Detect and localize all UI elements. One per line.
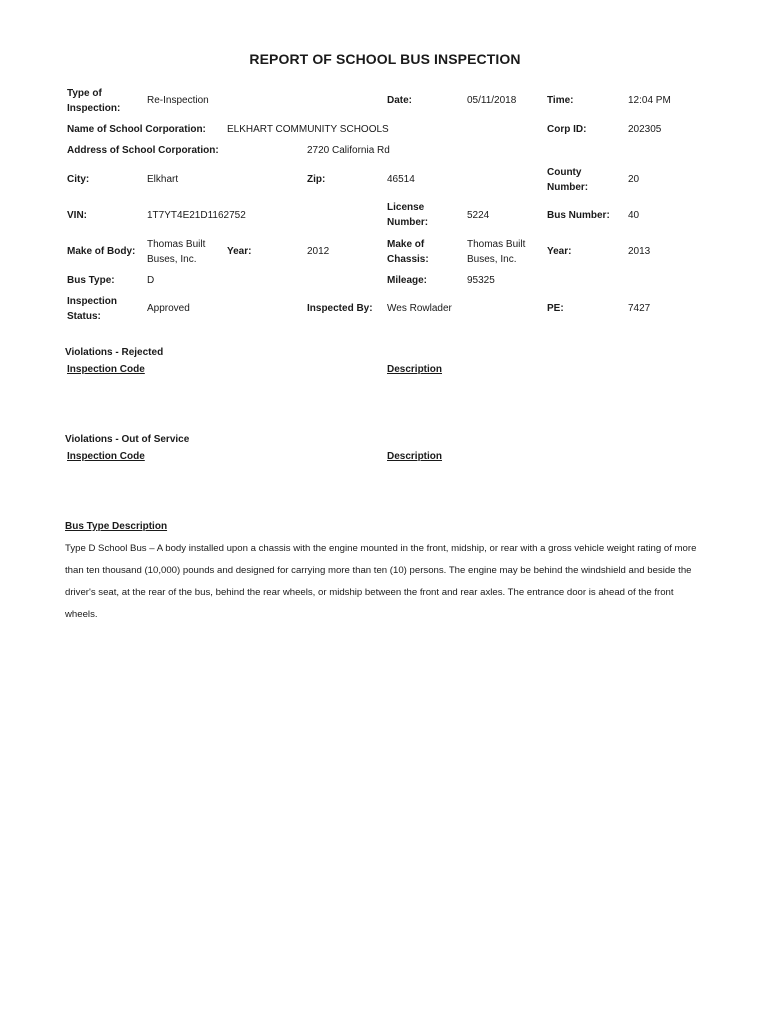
- pe-value: 7427: [628, 303, 651, 314]
- oos-description-header: Description: [387, 451, 443, 462]
- city-value: Elkhart: [147, 174, 179, 185]
- address-value: 2720 California Rd: [307, 145, 390, 156]
- report-title: REPORT OF SCHOOL BUS INSPECTION: [249, 51, 521, 67]
- vin-label: VIN:: [67, 210, 87, 221]
- bus-type-description-text: Type D School Bus – A body installed upon a chassis with the engine mounted in the front, midship, or rear with a gross vehicle weight rating of more than ten thousand (10,000) pounds and designed for carrying more than ten (10) persons. The engine may be behind the windshield and beside the driver's seat, at the rear of the bus, behind the rear wheels, or midship between the front and rear axles. The entrance door is ahead of the front wheels.: [65, 543, 697, 620]
- make-of-body-value: Thomas Built Buses, Inc.: [147, 239, 206, 265]
- address-label: Address of School Corporation:: [67, 145, 219, 156]
- bus-number-value: 40: [628, 210, 640, 221]
- county-number-value: 20: [628, 174, 640, 185]
- violations-rejected-heading: Violations - Rejected: [65, 347, 164, 358]
- corp-name-value: ELKHART COMMUNITY SCHOOLS: [227, 124, 389, 135]
- inspection-status-value: Approved: [147, 303, 190, 314]
- inspected-by-value: Wes Rowlader: [387, 303, 452, 314]
- type-of-inspection-label: Type of Inspection:: [67, 88, 121, 114]
- zip-label: Zip:: [307, 174, 326, 185]
- mileage-label: Mileage:: [387, 275, 428, 286]
- make-of-chassis-label: Make of Chassis:: [387, 239, 429, 265]
- oos-inspection-code-header: Inspection Code: [67, 451, 145, 462]
- corp-id-value: 202305: [628, 124, 662, 135]
- violations-out-of-service-heading: Violations - Out of Service: [65, 434, 190, 445]
- make-of-chassis-value: Thomas Built Buses, Inc.: [467, 239, 526, 265]
- bus-number-label: Bus Number:: [547, 210, 610, 221]
- license-number-value: 5224: [467, 210, 490, 221]
- chassis-year-label: Year:: [547, 246, 572, 257]
- make-of-body-label: Make of Body:: [67, 246, 136, 257]
- bus-type-value: D: [147, 275, 155, 286]
- license-number-label: License Number:: [387, 202, 429, 228]
- corp-name-label: Name of School Corporation:: [67, 124, 206, 135]
- zip-value: 46514: [387, 174, 415, 185]
- bus-type-description-heading: Bus Type Description: [65, 521, 168, 532]
- city-label: City:: [67, 174, 90, 185]
- body-year-label: Year:: [227, 246, 252, 257]
- date-value: 05/11/2018: [467, 95, 517, 106]
- county-number-label: County Number:: [547, 167, 589, 193]
- chassis-year-value: 2013: [628, 246, 651, 257]
- inspected-by-label: Inspected By:: [307, 303, 373, 314]
- body-year-value: 2012: [307, 246, 330, 257]
- rejected-description-header: Description: [387, 364, 443, 375]
- rejected-inspection-code-header: Inspection Code: [67, 364, 145, 375]
- pe-label: PE:: [547, 303, 564, 314]
- date-label: Date:: [387, 95, 413, 106]
- inspection-status-label: Inspection Status:: [67, 296, 118, 322]
- bus-type-label: Bus Type:: [67, 275, 115, 286]
- time-label: Time:: [547, 95, 574, 106]
- mileage-value: 95325: [467, 275, 495, 286]
- type-of-inspection-value: Re-Inspection: [147, 95, 209, 106]
- time-value: 12:04 PM: [628, 95, 671, 106]
- corp-id-label: Corp ID:: [547, 124, 587, 135]
- vin-value: 1T7YT4E21D1162752: [147, 210, 246, 221]
